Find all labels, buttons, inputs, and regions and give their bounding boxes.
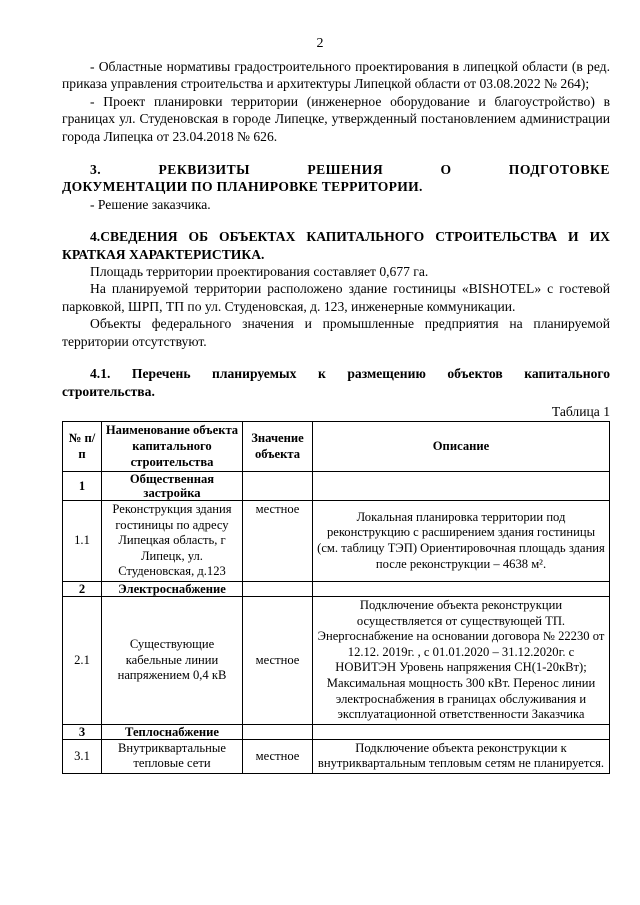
list-item: - Областные нормативы градостроительного проектирования в липецкой области (в ред. приказа управления строительства и архитектуры Липецкой области от 03.08.2022 № 264); — [62, 59, 610, 92]
header-value: Значение объекта — [243, 422, 313, 472]
section-4-paragraph: Объекты федерального значения и промышленные предприятия на планируемой территории отсутствуют. — [62, 316, 610, 349]
row-name: Реконструкция здания гостиницы по адресу Липецкая область, г Липецк, ул. Студеновская, д.123 — [102, 501, 243, 582]
section-3-heading-line2: ДОКУМЕНТАЦИИ ПО ПЛАНИРОВКЕ ТЕРРИТОРИИ. — [62, 179, 423, 195]
table-caption: Таблица 1 — [551, 403, 610, 419]
row-description: Подключение объекта реконструкции к внутриквартальным тепловым сетям не планируется. — [313, 739, 610, 773]
header-name: Наименование объекта капитального строительства — [102, 422, 243, 472]
section-number: 2 — [63, 582, 102, 597]
page-number: 2 — [316, 36, 324, 51]
section-4-paragraph: Площадь территории проектирования составляет 0,677 га. — [90, 264, 429, 280]
table-row — [63, 597, 610, 725]
table-row — [63, 739, 610, 773]
row-value: местное — [243, 739, 313, 773]
section-number: 3 — [63, 724, 102, 739]
table-header-row — [63, 422, 610, 472]
section-number: 1 — [63, 472, 102, 501]
row-name: Внутриквартальные тепловые сети — [102, 739, 243, 773]
heading-word: РЕКВИЗИТЫ — [158, 162, 251, 178]
row-value: местное — [243, 597, 313, 725]
section-4-paragraph: На планируемой территории расположено здание гостиницы «BISHOTEL» с гостевой парковкой, ШРП, ТП по ул. Студеновская, д. 123, инженерные коммуникации. — [62, 281, 610, 314]
list-item: - Проект планировки территории (инженерное оборудование и благоустройство) в границах ул. Студеновская в городе Липецке, утвержденный постановлением администрации города Липецка от 23.04.2018 № 626. — [62, 93, 610, 144]
row-number: 1.1 — [63, 501, 102, 582]
row-number: 3.1 — [63, 739, 102, 773]
row-name: Существующие кабельные линии напряжением 0,4 кВ — [102, 597, 243, 725]
table-section-row — [63, 724, 610, 739]
row-number: 2.1 — [63, 597, 102, 725]
section-3-heading — [62, 161, 610, 196]
section-4-heading: 4.СВЕДЕНИЯ ОБ ОБЪЕКТАХ КАПИТАЛЬНОГО СТРОИТЕЛЬСТВА И ИХ КРАТКАЯ ХАРАКТЕРИСТИКА. — [62, 229, 610, 262]
heading-word: ПОДГОТОВКЕ — [508, 162, 610, 178]
row-description: Локальная планировка территории под реконструкцию с расширением здания гостиницы (см. таблицу ТЭП) Ориентировочная площадь здания после реконструкции – 4638 м². — [313, 501, 610, 582]
heading-word: О — [440, 162, 452, 178]
section-4-1-heading: 4.1. Перечень планируемых к размещению объектов капитального строительства. — [62, 366, 610, 399]
document-body — [62, 58, 610, 774]
objects-table — [62, 421, 610, 774]
heading-word: 3. — [90, 162, 102, 178]
table-section-row — [63, 472, 610, 501]
section-title: Теплоснабжение — [102, 724, 243, 739]
section-title: Общественная застройка — [102, 472, 243, 501]
table-section-row — [63, 582, 610, 597]
section-3-text: - Решение заказчика. — [90, 196, 211, 212]
row-description: Подключение объекта реконструкции осуществляется от существующей ТП. Энергоснабжение на основании договора № 22230 от 12.12. 2019г. , с 01.01.2020 – 31.12.2020г. с НОВИТЭН Уровень напряжения СН(1-20кВт); Максимальная мощность 300 кВт. Перенос линии электроснабжения в границах обслуживания и эксплуатационной ответственности Заказчика — [313, 597, 610, 725]
heading-word: РЕШЕНИЯ — [307, 162, 384, 178]
row-value: местное — [243, 501, 313, 582]
section-title: Электроснабжение — [102, 582, 243, 597]
header-description: Описание — [313, 422, 610, 472]
header-number: № п/п — [63, 422, 102, 472]
table-row — [63, 501, 610, 582]
